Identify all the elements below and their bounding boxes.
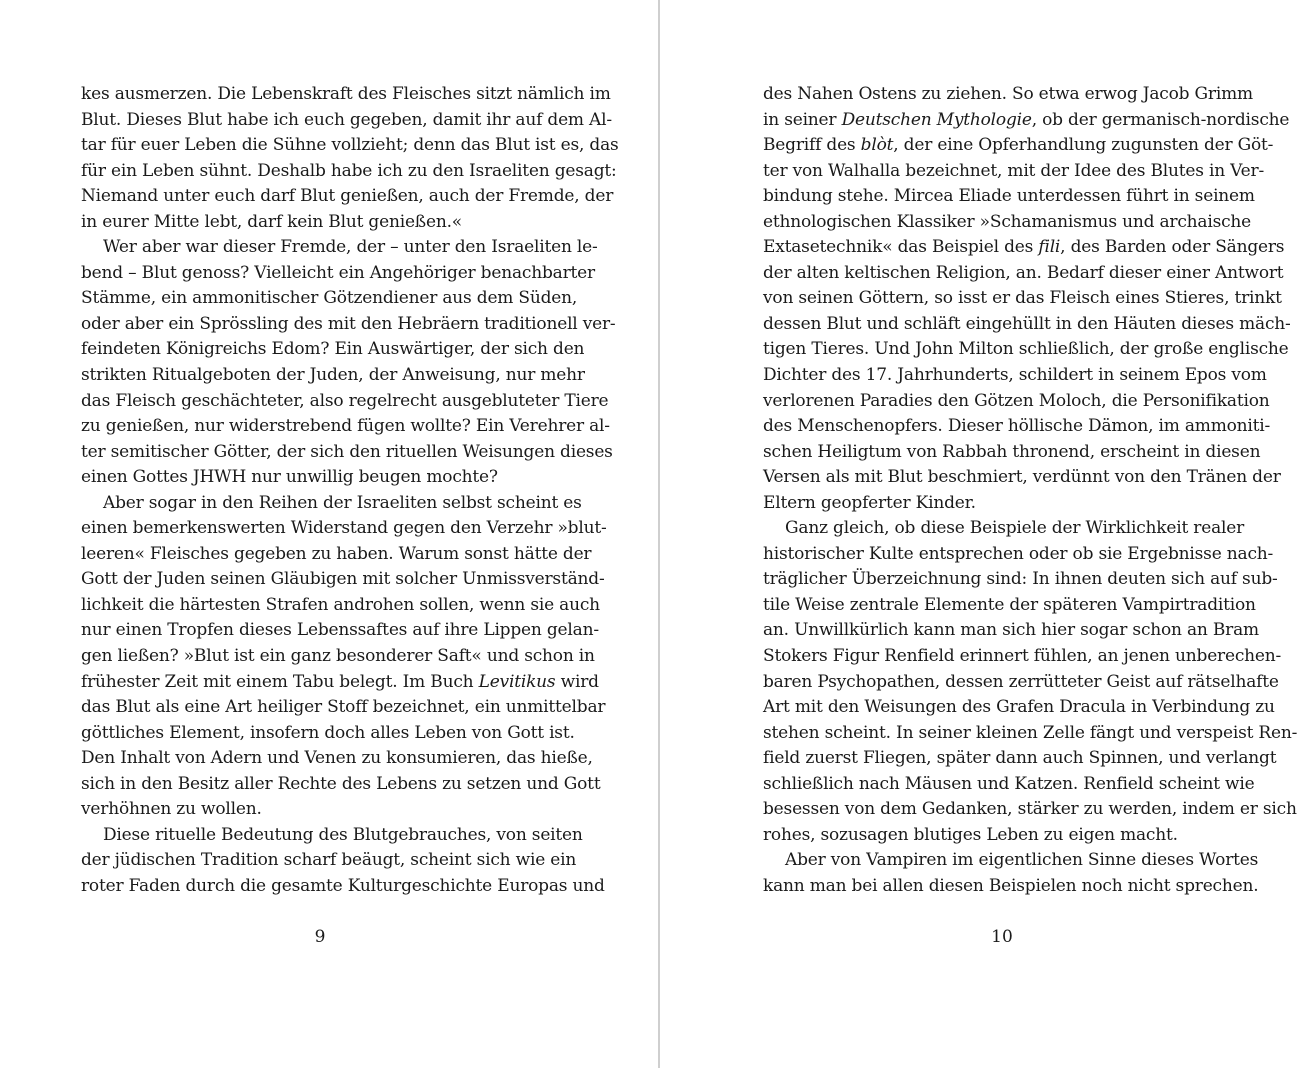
text-line: stehen scheint. In seiner kleinen Zelle fängt und verspeist Ren- <box>763 722 1298 743</box>
text-line: für ein Leben sühnt. Deshalb habe ich zu den Israeliten gesagt: <box>81 160 617 181</box>
text-line: schen Heiligtum von Rabbah thronend, erscheint in diesen <box>763 441 1261 462</box>
page-number-right: 10 <box>991 927 1013 947</box>
text-line: Dichter des 17. Jahrhunderts, schildert in seinem Epos vom <box>763 365 1267 386</box>
text-line: göttliches Element, insofern doch alles Leben von Gott ist. <box>81 722 575 743</box>
text-line: oder aber ein Sprössling des mit den Hebräern traditionell ver- <box>81 313 616 334</box>
text-line: roter Faden durch die gesamte Kulturgeschichte Europas und <box>81 875 605 896</box>
text-line: baren Psychopathen, dessen zerrütteter Geist auf rätselhafte <box>763 671 1279 692</box>
text-line: an. Unwillkürlich kann man sich hier sogar schon an Bram <box>763 620 1259 641</box>
page-number-left: 9 <box>314 927 326 947</box>
text-line: Diese rituelle Bedeutung des Blutgebrauches, von seiten <box>103 824 583 845</box>
text-line: in eurer Mitte lebt, darf kein Blut genießen.« <box>81 211 462 232</box>
text-line: träglicher Überzeichnung sind: In ihnen deuten sich auf sub- <box>763 569 1278 590</box>
text-line: leeren« Fleisches gegeben zu haben. Warum sonst hätte der <box>81 543 592 564</box>
text-line: tigen Tieres. Und John Milton schließlich, der große englische <box>763 339 1289 360</box>
text-line: field zuerst Fliegen, später dann auch Spinnen, und verlangt <box>763 748 1277 769</box>
text-line: schließlich nach Mäusen und Katzen. Renfield scheint wie <box>763 773 1255 794</box>
text-line: ter semitischer Götter, der sich den rituellen Weisungen dieses <box>81 441 613 462</box>
text-line: rohes, sozusagen blutiges Leben zu eigen macht. <box>763 824 1178 845</box>
text-line: einen Gottes JHWH nur unwillig beugen mochte? <box>81 467 498 488</box>
text-line: das Fleisch geschächteter, also regelrecht ausgebluteter Tiere <box>81 390 609 411</box>
text-line: zu genießen, nur widerstrebend fügen wollte? Ein Verehrer al- <box>81 416 610 437</box>
text-line: Aber von Vampiren im eigentlichen Sinne dieses Wortes <box>785 850 1259 871</box>
text-line: des Menschenopfers. Dieser höllische Dämon, im ammoniti- <box>763 416 1271 437</box>
text-line: Art mit den Weisungen des Grafen Dracula in Verbindung zu <box>763 697 1275 718</box>
text-line: historischer Kulte entsprechen oder ob sie Ergebnisse nach- <box>763 543 1274 564</box>
text-line: Stokers Figur Renfield erinnert fühlen, an jenen unberechen- <box>763 646 1282 667</box>
text-line: lichkeit die härtesten Strafen androhen sollen, wenn sie auch <box>81 594 600 615</box>
text-line: ter von Walhalla bezeichnet, mit der Idee des Blutes in Ver- <box>763 160 1264 181</box>
text-line: verhöhnen zu wollen. <box>81 799 262 820</box>
text-line: feindeten Königreichs Edom? Ein Auswärtiger, der sich den <box>81 339 585 360</box>
text-line: Blut. Dieses Blut habe ich euch gegeben, damit ihr auf dem Al- <box>81 109 612 130</box>
text-line: tile Weise zentrale Elemente der späteren Vampirtradition <box>763 594 1256 615</box>
text-line: Den Inhalt von Adern und Venen zu konsumieren, das hieße, <box>81 748 593 769</box>
text-line: Ganz gleich, ob diese Beispiele der Wirklichkeit realer <box>785 518 1245 539</box>
text-line: Aber sogar in den Reihen der Israeliten selbst scheint es <box>103 492 582 513</box>
text-line: ethnologischen Klassiker »Schamanismus und archaische <box>763 211 1252 232</box>
text-line: des Nahen Ostens zu ziehen. So etwa erwog Jacob Grimm <box>763 84 1253 104</box>
text-line: Wer aber war dieser Fremde, der – unter den Israeliten le- <box>103 237 598 258</box>
text-line: bindung stehe. Mircea Eliade unterdessen führt in seinem <box>763 186 1255 207</box>
left-page-text <box>81 82 619 900</box>
text-line: nur einen Tropfen dieses Lebenssaftes auf ihre Lippen gelan- <box>81 620 599 641</box>
text-line: Gott der Juden seinen Gläubigen mit solcher Unmissverständ- <box>81 569 605 590</box>
text-line: von seinen Göttern, so isst er das Fleisch eines Stieres, trinkt <box>763 288 1282 309</box>
text-line: Versen als mit Blut beschmiert, verdünnt von den Tränen der <box>763 467 1281 488</box>
text-line: kann man bei allen diesen Beispielen noch nicht sprechen. <box>763 875 1259 896</box>
text-line: strikten Ritualgeboten der Juden, der Anweisung, nur mehr <box>81 365 585 386</box>
text-line: einen bemerkenswerten Widerstand gegen den Verzehr »blut- <box>81 518 607 539</box>
text-line: kes ausmerzen. Die Lebenskraft des Fleisches sitzt nämlich im <box>81 84 611 104</box>
text-line: das Blut als eine Art heiliger Stoff bezeichnet, ein unmittelbar <box>81 697 606 718</box>
text-line: bend – Blut genoss? Vielleicht ein Angehöriger benachbarter <box>81 262 595 283</box>
text-line: sich in den Besitz aller Rechte des Lebens zu setzen und Gott <box>81 773 601 794</box>
right-page-text <box>763 82 1298 900</box>
text-line: in seiner Deutschen Mythologie, ob der germanisch-nordische <box>763 109 1290 130</box>
text-line: tar für euer Leben die Sühne vollzieht; denn das Blut ist es, das <box>81 135 619 156</box>
text-line: verlorenen Paradies den Götzen Moloch, die Personifikation <box>763 390 1270 411</box>
text-line: Begriff des blòt, der eine Opferhandlung zugunsten der Göt- <box>763 135 1274 156</box>
text-line: der alten keltischen Religion, an. Bedarf dieser einer Antwort <box>763 262 1284 283</box>
text-line: Niemand unter euch darf Blut genießen, auch der Fremde, der <box>81 186 614 207</box>
text-line: Eltern geopferter Kinder. <box>763 492 976 513</box>
text-line: der jüdischen Tradition scharf beäugt, scheint sich wie ein <box>81 850 577 871</box>
text-line: besessen von dem Gedanken, stärker zu werden, indem er sich <box>763 799 1297 820</box>
text-line: Stämme, ein ammonitischer Götzendiener aus dem Süden, <box>81 288 578 309</box>
text-line: gen ließen? »Blut ist ein ganz besonderer Saft« und schon in <box>81 646 595 667</box>
page-gutter <box>658 0 660 1068</box>
text-line: frühester Zeit mit einem Tabu belegt. Im Buch Levitikus wird <box>81 671 599 692</box>
text-line: Extasetechnik« das Beispiel des fili, des Barden oder Sängers <box>763 237 1285 258</box>
text-line: dessen Blut und schläft eingehüllt in den Häuten dieses mäch- <box>763 313 1291 334</box>
